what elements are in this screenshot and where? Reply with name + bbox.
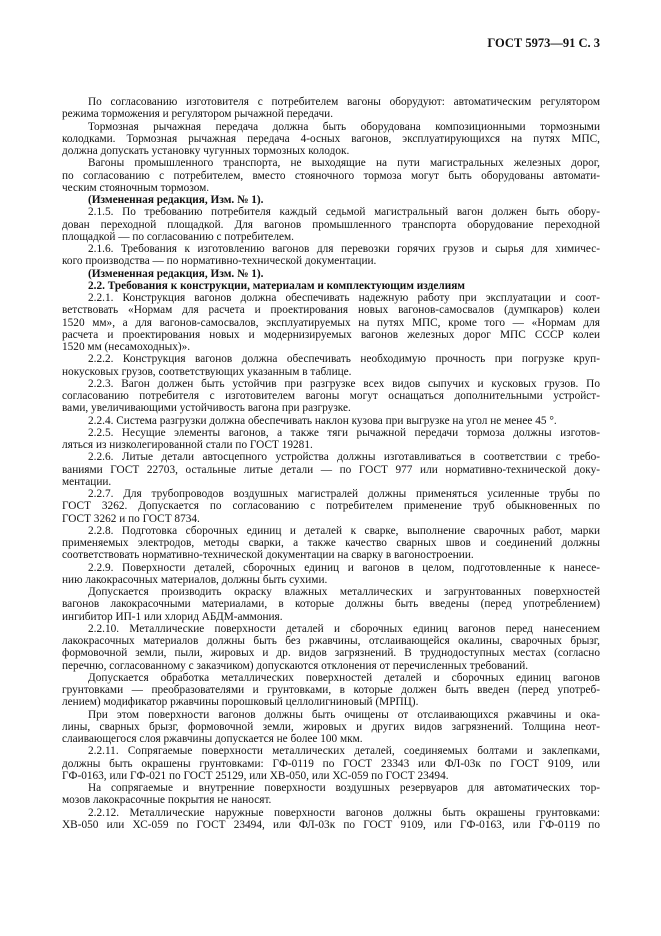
text-line: ваниями ГОСТ 22703, остальные литые детали — по ГОСТ 977 или нормативно-технической доку- xyxy=(62,463,600,476)
text-line: 2.2.9. Поверхности деталей, сборочных единиц и вагонов в целом, подготовленные к нанесе- xyxy=(88,561,600,574)
text-line: перечню, согласованному с заказчиком) допускаются отклонения от перечисленных требований. xyxy=(62,659,529,672)
text-line: вагонов лакокрасочными материалами, в которые должны быть введены (перед употреблением) xyxy=(62,598,600,611)
text-line: по согласованию с потребителем, вместо стояночного тормоза могут быть оборудованы автомати- xyxy=(62,169,600,182)
text-line: 2.2.10. Металлические поверхности деталей и сборочных единиц вагонов перед нанесением xyxy=(88,622,600,635)
text-line: нию лакокрасочных материалов, должны быть сухими. xyxy=(62,573,328,586)
text-line: 2.2.11. Сопрягаемые поверхности металлических деталей, соединяемых болтами и заклепками, xyxy=(88,745,600,758)
paragraph xyxy=(62,243,600,268)
bold-paragraph xyxy=(62,268,600,280)
paragraph xyxy=(62,415,600,427)
paragraph xyxy=(62,623,600,672)
text-line: 2.2.12. Металлические наружные поверхности вагонов должны быть окрашены грунтовками: xyxy=(88,806,600,819)
text-line: По согласованию изготовителя с потребителем вагоны оборудуют: автоматическим регулятором xyxy=(88,96,600,108)
paragraph xyxy=(62,488,600,525)
document-body xyxy=(62,96,600,831)
text-line: 2.2.5. Несущие элементы вагонов, а также тяги рычажной передачи тормоза должны изготов- xyxy=(88,426,600,439)
text-line: мозов лакокрасочные покрытия не наносят. xyxy=(62,794,272,807)
bold-paragraph xyxy=(62,280,600,292)
text-line: должны быть окрашены грунтовками: ГФ-0119 по ГОСТ 23343 или ФЛ-03к по ГОСТ 9109, или xyxy=(62,757,600,770)
text-line: 2.1.6. Требования к изготовлению вагонов для перевозки горячих грузов и сырья для химичес- xyxy=(88,243,600,255)
text-line: вами, увеличивающими устойчивость вагона при разгрузке. xyxy=(62,402,351,415)
paragraph xyxy=(62,427,600,452)
paragraph xyxy=(62,451,600,488)
paragraph xyxy=(62,157,600,194)
text-line: ГФ-0163, или ГФ-021 по ГОСТ 25129, или ХВ-050, или ХС-059 по ГОСТ 23494. xyxy=(62,769,449,782)
text-line: Допускается обработка металлических поверхностей деталей и сборочных единиц вагонов xyxy=(88,671,600,684)
paragraph xyxy=(62,206,600,243)
text-line: ментации. xyxy=(62,475,112,488)
paragraph xyxy=(62,709,600,746)
text-line: ингибитор ИП-1 или хлорид АБДМ-аммония. xyxy=(62,610,283,623)
text-line: согласованию потребителя с изготовителем вагоны могут оснащаться дополнительными устройст- xyxy=(62,390,600,402)
text-line: слаивающегося слоя ржавчины допускается не более 100 мкм. xyxy=(62,733,363,745)
text-line: кого производства — по нормативно-технической документации. xyxy=(62,255,377,268)
text-line: 2.2.3. Вагон должен быть устойчив при разгрузке всех видов сыпучих и кусковых грузов. По xyxy=(88,377,600,390)
text-line: грунтовками — преобразователями и грунтовками, в которые должен быть введен (перед употреб- xyxy=(62,684,600,696)
text-line: колодками. Тормозная рычажная передача 4-осных вагонов, эксплуатирующихся на путях МПС, xyxy=(62,132,600,145)
text-line: должна допускать установку чугунных тормозных колодок. xyxy=(62,145,350,157)
text-line: Тормозная рычажная передача должна быть оборудована композиционными тормозными xyxy=(88,120,600,133)
bold-paragraph xyxy=(62,194,600,206)
paragraph xyxy=(62,586,600,623)
text-line: дован переходной площадкой. Для вагонов промышленного транспорта оборудование переходной xyxy=(62,218,600,231)
paragraph xyxy=(62,782,600,807)
text-line: Допускается производить окраску влажных металлических и загрунтованных поверхностей xyxy=(88,586,600,598)
text-line: расчета и проектирования новых и модернизируемых вагонов железных дорог МПС СССР колеи xyxy=(62,328,600,341)
text-line: 2.2.7. Для трубопроводов воздушных магистралей должны применяться усиленные трубы по xyxy=(88,488,600,500)
text-line: формовочной земли, пыли, жировых и др. видов загрязнений. В труднодоступных местах (согласно xyxy=(62,647,600,660)
text-line: 2.2.1. Конструкция вагонов должна обеспечивать надежную работу при эксплуатации и соот- xyxy=(88,292,600,304)
text-line: При этом поверхности вагонов должны быть очищены от отслаивающихся ржавчины и ока- xyxy=(88,708,600,721)
paragraph xyxy=(62,807,600,832)
paragraph xyxy=(62,672,600,709)
text-line: 2.2.2. Конструкция вагонов должна обеспечивать необходимую прочность при погрузке круп- xyxy=(88,353,600,366)
text-line: ХВ-050 или ХС-059 по ГОСТ 23494, или ФЛ-03к по ГОСТ 9109, или ГФ-0163, или ГФ-0119 по xyxy=(62,818,600,831)
text-line: 1520 мм», а для вагонов-самосвалов, эксплуатируемых на путях МПС, кроме того — «Нормам для xyxy=(62,316,600,329)
text-line: На сопрягаемые и внутренние поверхности воздушных резервуаров для автоматических тор- xyxy=(88,782,600,794)
text-line: ГОСТ 3262. Допускается по согласованию с потребителем применение труб обыкновенных по xyxy=(62,500,600,513)
paragraph xyxy=(62,96,600,121)
text-line: лением) модификатор ржавчины порошковый целлолигниновый (МРПЦ). xyxy=(62,696,419,709)
text-line: нокусковых грузов, соответствующих указанным в таблице. xyxy=(62,365,352,378)
text-line: ГОСТ 3262 и по ГОСТ 8734. xyxy=(62,512,200,525)
text-line: Вагоны промышленного транспорта, не выходящие на пути магистральных железных дорог, xyxy=(88,157,600,170)
text-line: площадкой — по согласованию с потребителем. xyxy=(62,230,294,243)
text-line: 2.2.6. Литые детали автосцепного устройства должны изготавливаться в соответствии с требо- xyxy=(88,451,600,464)
paragraph xyxy=(62,378,600,415)
text-line: (Измененная редакция, Изм. № 1). xyxy=(88,267,264,280)
paragraph xyxy=(62,745,600,782)
paragraph xyxy=(62,525,600,562)
text-line: 2.2.8. Подготовка сборочных единиц и деталей к сварке, выполнение сварочных работ, марки xyxy=(88,524,600,537)
text-line: 2.2.4. Система разгрузки должна обеспечивать наклон кузова при выгрузке на угол не менее 45 °. xyxy=(88,414,557,427)
page-header: ГОСТ 5973—91 С. 3 xyxy=(487,36,600,50)
text-line: лакокрасочных материалов должны быть без ржавчины, отслаивающейся окалины, сварочных брызг, xyxy=(62,635,600,647)
text-line: режима торможения и регулятором рычажной передачи. xyxy=(62,108,334,121)
paragraph xyxy=(62,562,600,587)
paragraph xyxy=(62,292,600,353)
text-line: ческим стояночным тормозом. xyxy=(62,181,210,194)
paragraph xyxy=(62,353,600,378)
text-line: (Измененная редакция, Изм. № 1). xyxy=(88,194,264,206)
text-line: лины, сварных брызг, формовочной земли, жировых и других видов загрязнений. Толщина неот- xyxy=(62,720,600,733)
paragraph xyxy=(62,121,600,158)
text-line: соответствовать нормативно-технической документации на сварку в вагоностроении. xyxy=(62,549,474,562)
text-line: ветствовать «Нормам для расчета и проектирования новых вагонов-самосвалов (думпкаров) колеи xyxy=(62,304,600,317)
text-line: 1520 мм (несамоходных)». xyxy=(62,341,191,353)
text-line: 2.1.5. По требованию потребителя каждый седьмой магистральный вагон должен быть обору- xyxy=(88,206,600,219)
text-line: ляться из низколегированной стали по ГОСТ 19281. xyxy=(62,439,313,451)
text-line: 2.2. Требования к конструкции, материалам и комплектующим изделиям xyxy=(88,279,466,292)
text-line: применяемых электродов, методы сварки, а также качество сварных швов и соединений должны xyxy=(62,537,600,549)
